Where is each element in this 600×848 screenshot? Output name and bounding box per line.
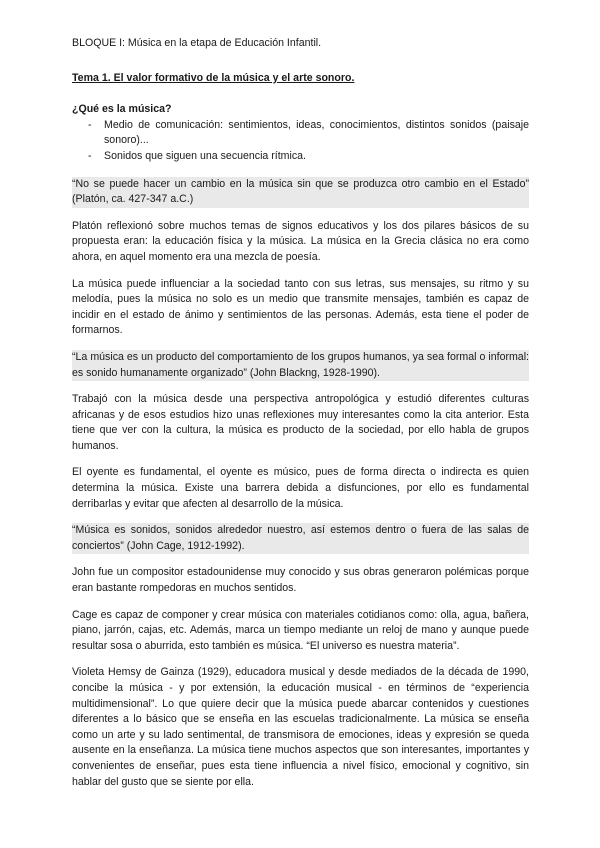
document-page — [72, 36, 529, 801]
list-item — [88, 149, 529, 165]
list-item-text: Sonidos que siguen una secuencia rítmica. — [104, 149, 306, 162]
paragraph-cage-intro: John fue un compositor estadounidense muy conocido y sus obras generaron polémicas porque eran bastante rompedoras en muchos sentidos. — [72, 566, 529, 595]
quote-plato: “No se puede hacer un cambio en la música sin que se produzca otro cambio en el Estado” (Platón, ca. 427-347 a.C.) — [72, 177, 529, 208]
paragraph-plato: Platón reflexionó sobre muchos temas de signos educativos y los dos pilares básicos de su propuesta eran: la educación física y la música. La música en la Grecia clásica no era como ahora, en aquel momento era una mezcla de poesía. — [72, 219, 529, 263]
paragraph-gainza: Violeta Hemsy de Gainza (1929), educadora musical y desde mediados de la década de 1990, concibe la música - y por extensión, la educación musical - en términos de “experiencia multidimensional”. Lo que quiere decir que la música puede abarcar contenidos y cuestiones diferentes a lo básico que se enseña en las escuelas tradicionalmente. La música se enseña como un arte y su lado sentimental, de transmisora de emociones, ideas y expresión se queda ausente en la enseñanza. La música tiene muchos aspectos que son interesantes, importantes y convenientes de enseñar, pues esta tiene influencia a nivel físico, emocional y cognitivo, sin hablar del gusto que se siente por ella. — [72, 666, 529, 788]
section-heading: ¿Qué es la música? — [72, 103, 172, 116]
quote-cage: “Música es sonidos, sonidos alrededor nuestro, así estemos dentro o fuera de las salas de conciertos” (John Cage, 1912-1992). — [72, 523, 529, 554]
list-item — [88, 118, 529, 149]
paragraph-cage-materials: Cage es capaz de componer y crear música con materiales cotidianos como: olla, agua, bañera, piano, jarrón, cajas, etc. Además, marca un tiempo mediante un reloj de mano y aunque puede resultar sosa o aburrida, esto también es música. “El universo es nuestra materia”. — [72, 608, 529, 652]
definition-list — [88, 118, 529, 165]
list-item-text: Medio de comunicación: sentimientos, ideas, conocimientos, distintos sonidos (paisaje sonoro)... — [104, 118, 529, 147]
bullet-dash: - — [88, 149, 92, 162]
paragraph-influence: La música puede influenciar a la sociedad tanto con sus letras, sus mensajes, su ritmo y su melodía, pues la música no solo es un medio que transmite mensajes, también es capaz de incidir en el estado de ánimo y sentimientos de las personas. Además, esta tiene el poder de formarnos. — [72, 277, 529, 337]
bullet-dash: - — [88, 118, 92, 131]
topic-title: Tema 1. El valor formativo de la música y el arte sonoro. — [72, 71, 355, 84]
paragraph-listener: El oyente es fundamental, el oyente es músico, pues de forma directa o indirecta es quien determina la música. Existe una barrera debida a disfunciones, por ello es fundamental derribarlas y evitar que afecten al desarrollo de la música. — [72, 466, 529, 510]
quote-blacking: “La música es un producto del comportamiento de los grupos humanos, ya sea formal o informal: es sonido humanamente organizado” (John Blackng, 1928-1990). — [72, 350, 529, 381]
block-header: BLOQUE I: Música en la etapa de Educación Infantil. — [72, 37, 322, 49]
paragraph-blacking: Trabajó con la música desde una perspectiva antropológica y estudió diferentes culturas africanas y de esos estudios hizo unas reflexiones muy interesantes como la cita anterior. Esta tiene que ver con la cultura, la música es producto de la sociedad, por ello habla de grupos humanos. — [72, 393, 529, 452]
